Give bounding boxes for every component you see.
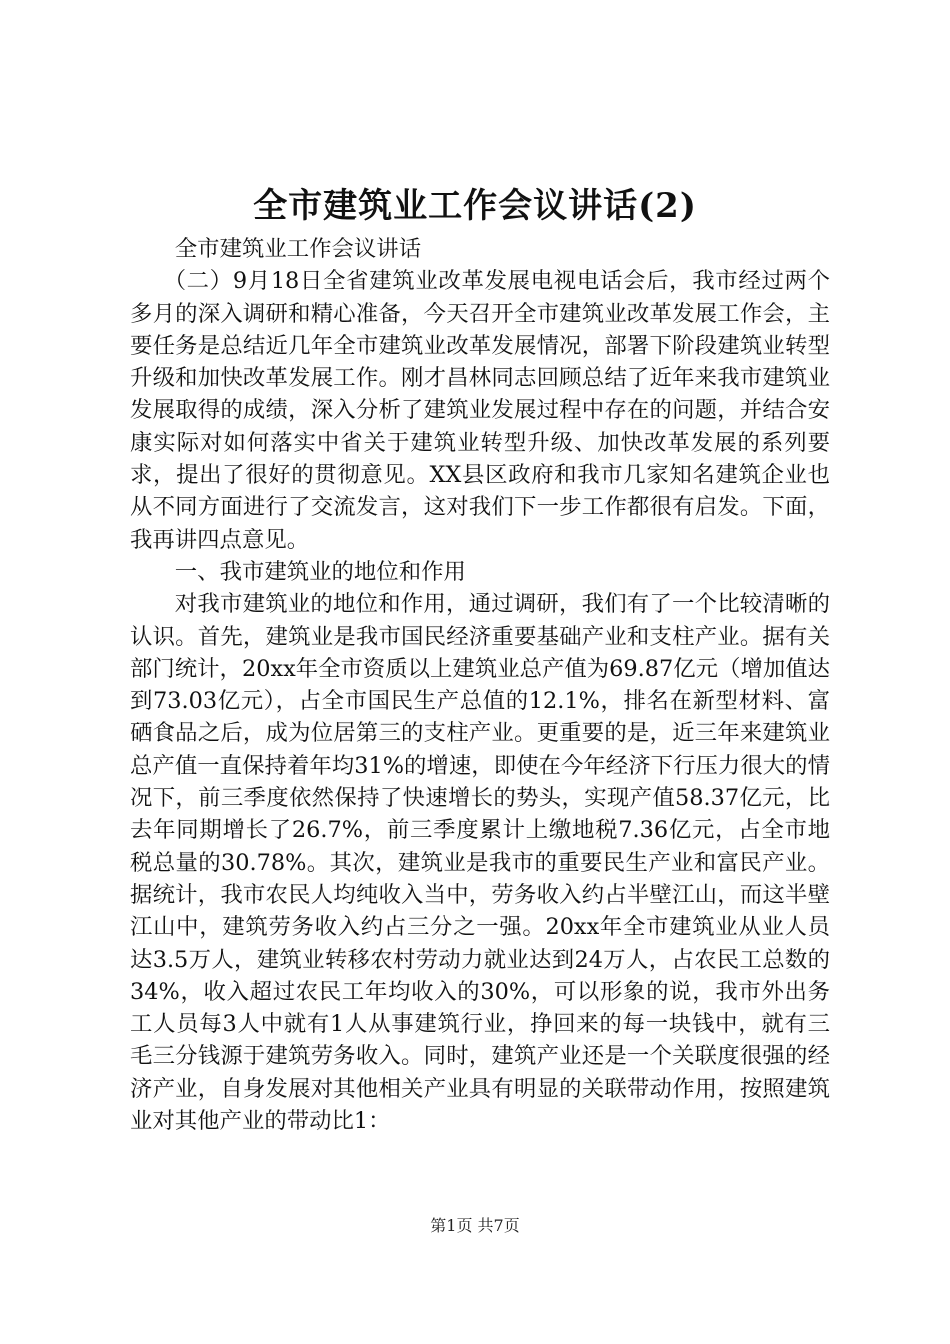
document-title: 全市建筑业工作会议讲话(2): [253, 186, 697, 226]
subtitle-paragraph: 全市建筑业工作会议讲话: [174, 236, 422, 262]
body-paragraph: 对我市建筑业的地位和作用，通过调研，我们有了一个比较清晰的认识。首先，建筑业是我市国民经济重要基础产业和支柱产业。据有关部门统计，20xx年全市资质以上建筑业总产值为69.87亿元（增加值达到73.03亿元），占全市国民生产总值的12.1%，排名在新型材料、富硒食品之后，成为位居第三的支柱产业。更重要的是，近三年来建筑业总产值一直保持着年均31%的增速，即使在今年经济下行压力很大的情况下，前三季度依然保持了快速增长的势头，实现产值58.37亿元，比去年同期增长了26.7%，前三季度累计上缴地税7.36亿元，占全市地税总量的30.78%。其次，建筑业是我市的重要民生产业和富民产业。据统计，我市农民人均纯收入当中，劳务收入约占半壁江山，而这半壁江山中，建筑劳务收入约占三分之一强。20xx年全市建筑业从业人员达3.5万人，建筑业转移农村劳动力就业达到24万人，占农民工总数的34%，收入超过农民工年均收入的30%，可以形象的说，我市外出务工人员每3人中就有1人从事建筑行业，挣回来的每一块钱中，就有三毛三分钱源于建筑劳务收入。同时，建筑产业还是一个关联度很强的经济产业，自身发展对其他相关产业具有明显的关联带动作用，按照建筑业对其他产业的带动比1：: [130, 591, 831, 1135]
document-body: [130, 233, 830, 1137]
section-heading: 一、我市建筑业的地位和作用: [174, 558, 466, 585]
intro-paragraph: （二）9月18日全省建筑业改革发展电视电话会后，我市经过两个多月的深入调研和精心准备，今天召开全市建筑业改革发展工作会，主要任务是总结近几年全市建筑业改革发展情况，部署下阶段建筑业转型升级和加快改革发展工作。刚才昌林同志回顾总结了近年来我市建筑业发展取得的成绩，深入分析了建筑业发展过程中存在的问题，并结合安康实际对如何落实中省关于建筑业转型升级、加快改革发展的系列要求，提出了很好的贯彻意见。XX县区政府和我市几家知名建筑企业也从不同方面进行了交流发言，这对我们下一步工作都很有启发。下面，我再讲四点意见。: [130, 268, 830, 553]
page-footer: 第1页 共7页: [430, 1216, 520, 1235]
